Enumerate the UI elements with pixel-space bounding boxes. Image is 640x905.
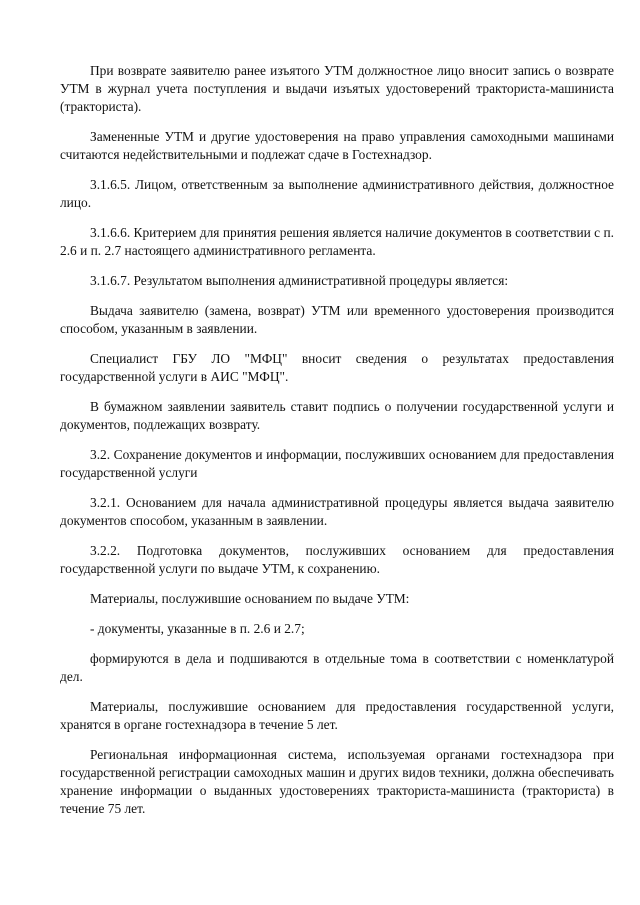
paragraph-3-2-1: 3.2.1. Основанием для начала административной процедуры является выдача заявителю документов способом, указанным в заявлении.	[60, 495, 614, 528]
paragraph-3-2-2: 3.2.2. Подготовка документов, послуживших основанием для предоставления государственной услуги по выдаче УТМ, к сохранению.	[60, 543, 614, 576]
paragraph-return-record: При возврате заявителю ранее изъятого УТМ должностное лицо вносит запись о возврате УТМ в журнал учета поступления и выдачи изъятых удостоверений тракториста-машиниста (тракториста).	[60, 63, 614, 114]
paragraph-materials-intro: Материалы, послужившие основанием по выдаче УТМ:	[90, 591, 410, 606]
document-page	[60, 62, 614, 830]
list-item-documents: - документы, указанные в п. 2.6 и 2.7;	[90, 621, 305, 636]
section-heading-3-2: 3.2. Сохранение документов и информации, послуживших основанием для предоставления государственной услуги	[60, 447, 614, 480]
paragraph-replaced-licenses: Замененные УТМ и другие удостоверения на право управления самоходными машинами считаются недействительными и подлежат сдаче в Гостехнадзор.	[60, 129, 614, 162]
paragraph-paper-signature: В бумажном заявлении заявитель ставит подпись о получении государственной услуги и документов, подлежащих возврату.	[60, 399, 614, 432]
paragraph-mfc-specialist: Специалист ГБУ ЛО "МФЦ" вносит сведения о результатах предоставления государственной услуги в АИС "МФЦ".	[60, 351, 614, 384]
paragraph-3-1-6-5: 3.1.6.5. Лицом, ответственным за выполнение административного действия, должностное лицо.	[60, 177, 614, 210]
paragraph-3-1-6-6: 3.1.6.6. Критерием для принятия решения является наличие документов в соответствии с п. 2.6 и п. 2.7 настоящего административного регламента.	[60, 225, 614, 258]
paragraph-regional-system: Региональная информационная система, используемая органами гостехнадзора при государственной регистрации самоходных машин и других видов техники, должна обеспечивать хранение информации о выданных удостоверениях тракториста-машиниста (тракториста) в течение 75 лет.	[60, 747, 614, 816]
paragraph-storage-5-years: Материалы, послужившие основанием для предоставления государственной услуги, хранятся в органе гостехнадзора в течение 5 лет.	[60, 699, 614, 732]
paragraph-issuance: Выдача заявителю (замена, возврат) УТМ или временного удостоверения производится способом, указанным в заявлении.	[60, 303, 614, 336]
paragraph-3-1-6-7: 3.1.6.7. Результатом выполнения административной процедуры является:	[90, 273, 509, 288]
paragraph-filing: формируются в дела и подшиваются в отдельные тома в соответствии с номенклатурой дел.	[60, 651, 614, 684]
